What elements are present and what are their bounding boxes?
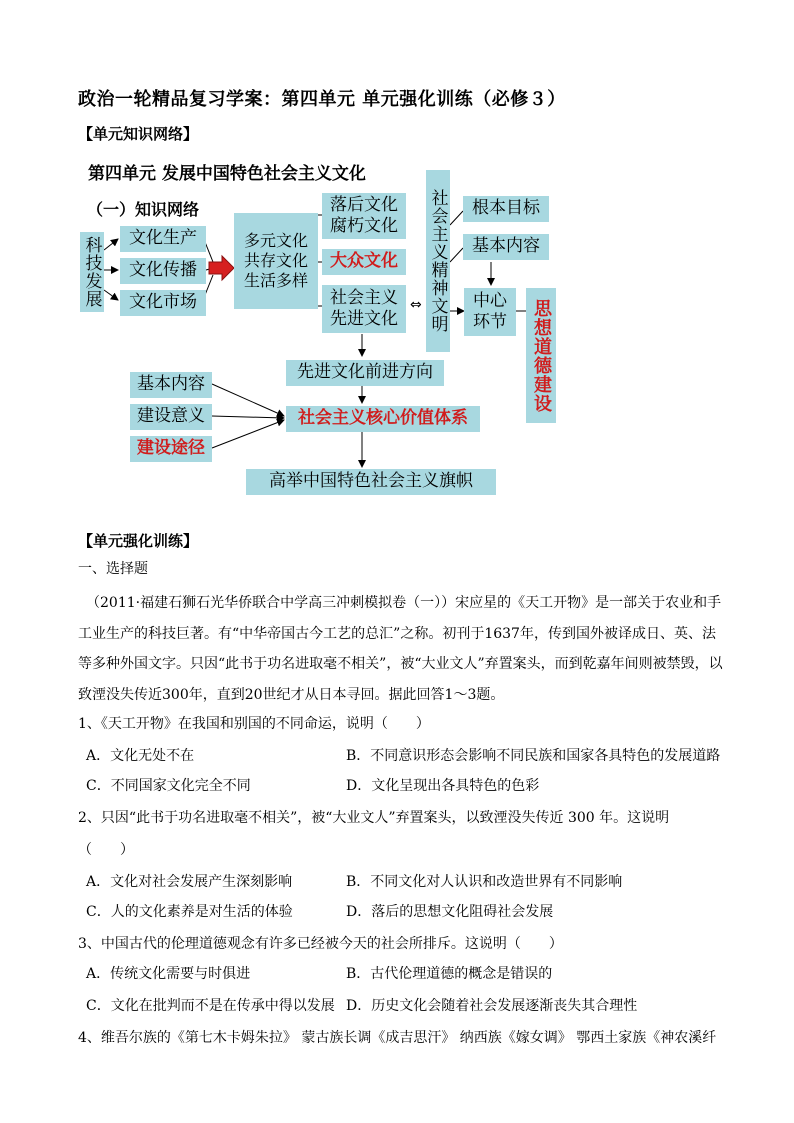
reading-passage: （2011·福建石狮石光华侨联合中学高三冲刺模拟卷（一））宋应星的《天工开物》是一部关于农业和手工业生产的科技巨著。有“中华帝国古今工艺的总汇”之称。初刊于1637年，传到国外被译成日、英、法等多种外国文字。只因“此书于功名进取毫不相关”，被“大业文人”弃置案头，而到乾嘉年间则被禁毁，以致湮没失传近300年，直到20世纪才从日本寻回。据此回答1～3题。 (78, 595, 723, 703)
box-wenhua-shengchan: 文化生产 (120, 226, 206, 252)
double-arrow-icon: ⇔ (410, 297, 422, 313)
part-choice-questions: 一、选择题 (78, 561, 148, 577)
box-jingshen-wenming: 社会主义精神文明 (426, 170, 450, 352)
document-title: 政治一轮精品复习学案：第四单元 单元强化训练（必修３） (78, 89, 566, 110)
box-sixiang-daode-jianshe: 思想道德建设 (526, 288, 556, 423)
question-2-stem: 2、只因“此书于功名进取毫不相关”，被“大业文人”弃置案头，以致湮没失传近 300 年。这说明 (78, 810, 670, 826)
box-gaoju-qizhi: 高举中国特色社会主义旗帜 (246, 469, 496, 495)
question-2-option-a: A．文化对社会发展产生深刻影响 (86, 874, 293, 890)
box-shehuizhuyi-xianjin-wenhua: 社会主义先进文化 (322, 285, 406, 333)
box-jianshe-yiyi: 建设意义 (130, 404, 212, 430)
box-jiben-neirong-top: 基本内容 (463, 234, 549, 260)
box-genben-mubiao: 根本目标 (463, 196, 549, 222)
box-luohou-wenhua: 落后文化腐朽文化 (322, 193, 406, 239)
question-1-option-b: B．不同意识形态会影响不同民族和国家各具特色的发展道路 (346, 748, 721, 764)
unit-title: 第四单元 发展中国特色社会主义文化 (88, 164, 366, 184)
question-2-option-d: D．落后的思想文化阻碍社会发展 (346, 904, 554, 920)
box-keji-fazhan: 科技发展 (80, 232, 104, 312)
question-1-stem: 1、《天工开物》在我国和别国的不同命运，说明（ ） (78, 716, 430, 732)
question-3-option-d: D．历史文化会随着社会发展逐渐丧失其合理性 (346, 998, 638, 1014)
question-3-stem: 3、中国古代的伦理道德观念有许多已经被今天的社会所排斥。这说明（ ） (78, 936, 563, 952)
section-knowledge-network: 【单元知识网络】 (78, 125, 199, 143)
question-4-stem: 4、维吾尔族的《第七木卡姆朱拉》 蒙古族长调《成吉思汗》 纳西族《嫁女调》 鄂西土家族《神农溪纤 (78, 1030, 717, 1046)
question-3-option-a: A．传统文化需要与时俱进 (86, 966, 251, 982)
box-jianshe-tujing: 建设途径 (130, 436, 212, 462)
question-3-option-b: B．古代伦理道德的概念是错误的 (346, 966, 553, 982)
diagram-subtitle: （一）知识网络 (87, 200, 200, 219)
box-jiben-neirong-left: 基本内容 (130, 372, 212, 398)
box-xianjin-fangxiang: 先进文化前进方向 (286, 360, 444, 386)
box-hexin-jiazhi-tixi: 社会主义核心价值体系 (286, 406, 480, 432)
question-2-option-b: B．不同文化对人认识和改造世界有不同影响 (346, 874, 623, 890)
question-3-option-c: C．文化在批判而不是在传承中得以发展 (86, 998, 335, 1014)
box-duoyuan-wenhua: 多元文化共存文化生活多样 (234, 213, 318, 309)
box-zhongxin-huanjie: 中心环节 (464, 288, 516, 336)
question-1-option-a: A．文化无处不在 (86, 748, 195, 764)
question-1-option-c: C．不同国家文化完全不同 (86, 778, 251, 794)
question-2-stem-bracket: （ ） (78, 842, 134, 858)
box-dazhong-wenhua: 大众文化 (322, 249, 406, 275)
section-training: 【单元强化训练】 (78, 532, 199, 550)
question-2-option-c: C．人的文化素养是对生活的体验 (86, 904, 293, 920)
box-wenhua-chuanbo: 文化传播 (120, 258, 206, 284)
box-wenhua-shichang: 文化市场 (120, 290, 206, 316)
question-1-option-d: D．文化呈现出各具特色的色彩 (346, 778, 540, 794)
